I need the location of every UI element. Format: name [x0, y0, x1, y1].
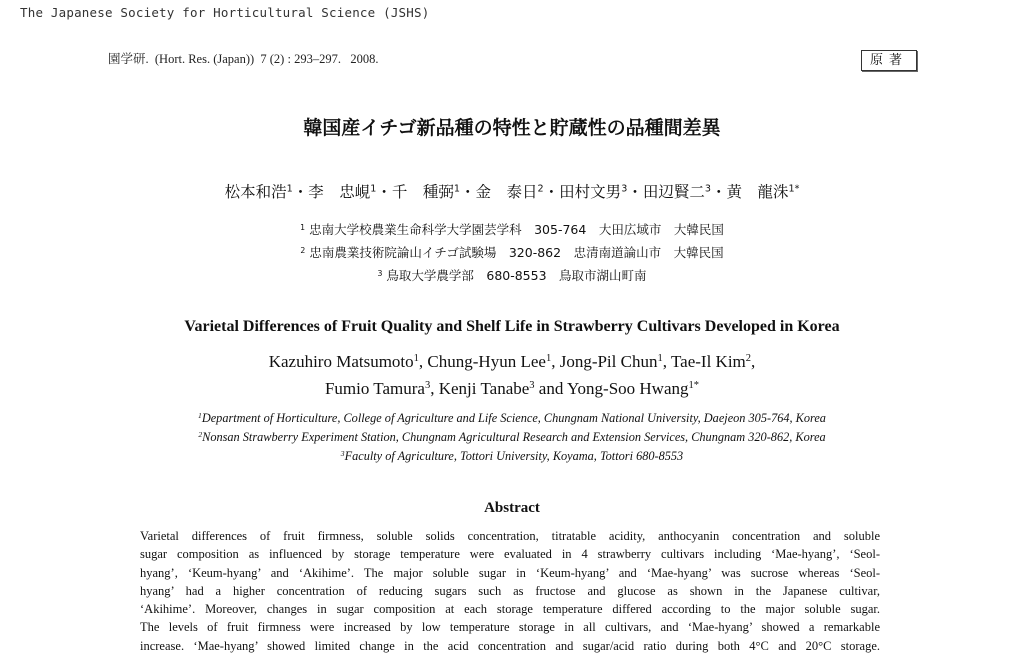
author-name: Yong-Soo Hwang [566, 379, 689, 398]
affiliation-line [0, 447, 1024, 466]
author-name: 李 忠峴 [308, 183, 371, 201]
affiliation-text: Department of Horticulture, College of Agriculture and Life Science, Chungnam National University, Daejeon 305-764, Korea [201, 411, 826, 425]
author-name: Fumio Tamura [324, 379, 425, 398]
abstract-line: hyang’, ‘Keum-hyang’ and ‘Akihime’. The major soluble sugar in ‘Keum-hyang’ and ‘Mae-hyang’ was sucrose whereas ‘Seol- [140, 565, 880, 580]
author-affil-number: 3 [529, 380, 535, 392]
author-name: 田村文男 [559, 183, 622, 201]
abstract-heading: Abstract [484, 500, 540, 516]
affiliation-number: 1 [198, 410, 202, 420]
affiliation-line [0, 428, 1024, 447]
author-name: 松本和浩 [224, 183, 287, 201]
affiliation-text: 忠南農業技術院論山イチゴ試験場 320-862 忠清南道論山市 大韓民国 [309, 245, 724, 260]
abstract-body [140, 527, 880, 655]
affiliation-number: 2 [300, 245, 306, 255]
japanese-affiliations [0, 218, 1024, 287]
abstract-line: hyang’ had a higher concentration of reducing sugars such as fructose and glucose as shown in the Japanese cultivar, [140, 583, 880, 598]
japanese-authors: 松本和浩$^1$・李 忠峴$^1$・千 種弼$^1$・金 泰日$^2$・田村文男$^3$・田辺賢二$^3$・黄 龍洙$^{1*}$ [224, 183, 800, 201]
author-name: Tae-Il Kim [670, 352, 746, 371]
affiliation-text: Nonsan Strawberry Experiment Station, Chungnam Agricultural Research and Extension Services, Chungnam 320-862, Korea [202, 430, 826, 444]
author-name: 千 種弼 [391, 183, 454, 201]
author-name: Kazuhiro Matsumoto [268, 352, 414, 371]
english-affiliations [0, 409, 1024, 466]
english-title: Varietal Differences of Fruit Quality and Shelf Life in Strawberry Cultivars Developed in Korea [184, 318, 840, 335]
affiliation-number: 2 [198, 429, 203, 439]
author-name: 金 泰日 [475, 183, 538, 201]
journal-citation: 園学研. (Hort. Res. (Japan)) 7 (2) : 293–297. 2008. [108, 52, 379, 66]
author-name: 田辺賢二 [642, 183, 705, 201]
author-affil-number: 1 [286, 183, 293, 195]
article-type-badge: 原著 [861, 50, 917, 71]
author-name: Jong-Pil Chun [559, 352, 658, 371]
affiliation-line [0, 218, 1024, 241]
affiliation-text: Faculty of Agriculture, Tottori University, Koyama, Tottori 680-8553 [344, 449, 684, 463]
affiliation-line [0, 241, 1024, 264]
abstract-line: The levels of fruit firmness were increased by low temperature storage in all cultivars, and ‘Mae-hyang’ showed a remarkable [140, 620, 880, 635]
author-affil-number: 1 [370, 183, 377, 195]
author-affil-number: 1 [657, 353, 663, 365]
author-affil-number: 1* [788, 183, 800, 195]
author-name: 黄 龍洙 [726, 183, 789, 201]
author-affil-number: 3 [424, 380, 431, 392]
japanese-title: 韓国産イチゴ新品種の特性と貯蔵性の品種間差異 [303, 117, 721, 139]
affiliation-number: 3 [340, 448, 345, 458]
author-affil-number: 1 [453, 183, 461, 195]
abstract-line: Varietal differences of fruit firmness, soluble solids concentration, titratable acidity, anthocyanin concentration and soluble [140, 529, 880, 543]
abstract-line: increase. ‘Mae-hyang’ showed limited change in the acid concentration and sugar/acid ratio during both 4°C and 20°C storage. [140, 638, 880, 653]
author-affil-number: 3 [704, 183, 711, 195]
english-authors [0, 348, 1024, 402]
author-name: Chung-Hyun Lee [427, 352, 546, 371]
affiliation-text: 忠南大学校農業生命科学大学園芸学科 305-764 大田広域市 大韓民国 [309, 222, 724, 237]
affiliation-text: 鳥取大学農学部 680-8553 鳥取市湖山町南 [386, 268, 647, 283]
author-affil-number: 2 [745, 353, 752, 365]
abstract-line: ‘Akihime’. Moreover, changes in sugar composition at each storage temperature differed according to the major soluble sugar. [140, 602, 880, 617]
author-line: Kazuhiro Matsumoto$^1$, Chung-Hyun Lee$^1$, Jong-Pil Chun$^1$, Tae-Il Kim$^2$, [268, 352, 756, 371]
affiliation-number: 3 [377, 268, 383, 278]
site-header: The Japanese Society for Horticultural Science (JSHS) [20, 5, 430, 20]
author-affil-number: 2 [537, 183, 544, 195]
affiliation-line [0, 264, 1024, 287]
abstract-line: sugar composition as influenced by storage temperature were evaluated in 4 strawberry cultivars including ‘Mae-hyang’, ‘Seol- [140, 547, 880, 562]
affiliation-number: 1 [300, 222, 306, 232]
author-line: Fumio Tamura$^3$, Kenji Tanabe$^3$ and Yong-Soo Hwang$^{1*}$ [324, 379, 700, 398]
author-affil-number: 3 [621, 183, 628, 195]
author-affil-number: 1* [688, 380, 700, 392]
affiliation-line [0, 409, 1024, 428]
author-affil-number: 1 [545, 353, 552, 365]
author-name: Kenji Tanabe [438, 379, 530, 398]
author-affil-number: 1 [413, 353, 419, 365]
